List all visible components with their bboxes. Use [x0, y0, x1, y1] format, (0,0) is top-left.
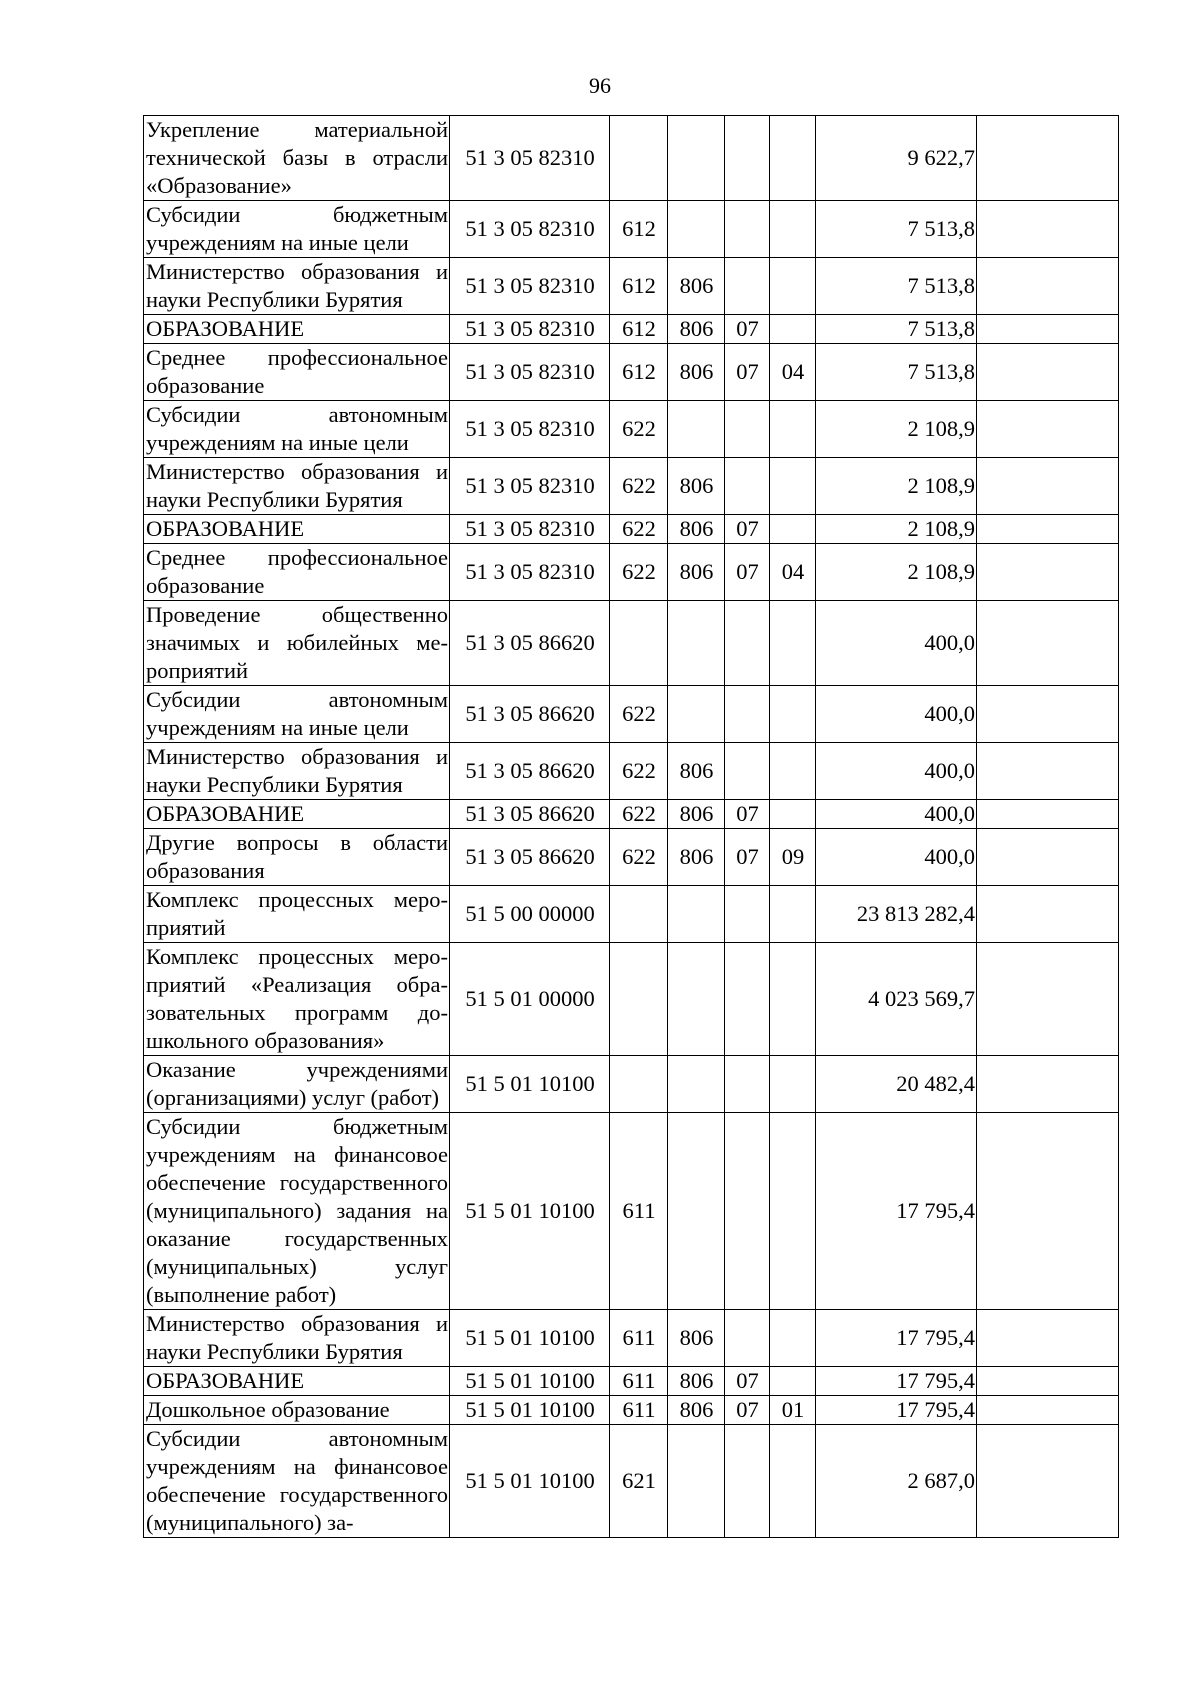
- table-row: [144, 1310, 1119, 1367]
- expense-type-code: 621: [610, 1425, 668, 1538]
- ministry-code: [668, 201, 725, 258]
- expense-type-code: 612: [610, 344, 668, 401]
- subsection-code: 09: [770, 829, 816, 886]
- amount-value: 400,0: [816, 601, 977, 686]
- subsection-code: [770, 1113, 816, 1310]
- table-row: [144, 344, 1119, 401]
- target-article-code: 51 3 05 82310: [450, 315, 610, 344]
- target-article-code: 51 5 01 10100: [450, 1113, 610, 1310]
- target-article-code: 51 5 01 10100: [450, 1310, 610, 1367]
- subsection-code: 04: [770, 544, 816, 601]
- table-row: [144, 743, 1119, 800]
- table-row: [144, 601, 1119, 686]
- empty-column-cell: [977, 116, 1119, 201]
- section-code: 07: [725, 800, 770, 829]
- empty-column-cell: [977, 1396, 1119, 1425]
- amount-value: 2 108,9: [816, 401, 977, 458]
- expense-type-code: 622: [610, 743, 668, 800]
- ministry-code: [668, 1425, 725, 1538]
- subsection-code: [770, 116, 816, 201]
- expense-type-code: 612: [610, 201, 668, 258]
- expense-type-code: 611: [610, 1367, 668, 1396]
- empty-column-cell: [977, 886, 1119, 943]
- table-row: [144, 258, 1119, 315]
- subsection-code: [770, 315, 816, 344]
- subsection-code: [770, 258, 816, 315]
- item-name: Субсидии бюджетным учреждениям на финансовое обеспечение государственного (муниципального) задания на оказание государственных (муниципальных) услуг (выполнение работ): [144, 1113, 450, 1310]
- expense-type-code: 622: [610, 686, 668, 743]
- item-name: Субсидии автономным учреждениям на финансовое обеспечение государственного (муниципального) за-: [144, 1425, 450, 1538]
- expense-type-code: [610, 943, 668, 1056]
- table-row: [144, 1425, 1119, 1538]
- section-code: 07: [725, 1367, 770, 1396]
- item-name: Субсидии автономным учреждениям на иные цели: [144, 686, 450, 743]
- table-row: [144, 401, 1119, 458]
- item-name: Комплекс процессных мероприятий: [144, 886, 450, 943]
- expense-type-code: 612: [610, 315, 668, 344]
- section-code: [725, 458, 770, 515]
- amount-value: 7 513,8: [816, 315, 977, 344]
- ministry-code: 806: [668, 258, 725, 315]
- target-article-code: 51 5 01 10100: [450, 1367, 610, 1396]
- amount-value: 7 513,8: [816, 344, 977, 401]
- empty-column-cell: [977, 344, 1119, 401]
- section-code: [725, 1425, 770, 1538]
- expense-type-code: 622: [610, 515, 668, 544]
- expense-type-code: 611: [610, 1396, 668, 1425]
- target-article-code: 51 3 05 82310: [450, 344, 610, 401]
- amount-value: 2 108,9: [816, 544, 977, 601]
- item-name: Среднее профессиональное образование: [144, 544, 450, 601]
- item-name: ОБРАЗОВАНИЕ: [144, 800, 450, 829]
- ministry-code: 806: [668, 1310, 725, 1367]
- amount-value: 17 795,4: [816, 1113, 977, 1310]
- budget-table: [143, 115, 1119, 1538]
- ministry-code: 806: [668, 829, 725, 886]
- empty-column-cell: [977, 1425, 1119, 1538]
- item-name: Дошкольное образование: [144, 1396, 450, 1425]
- empty-column-cell: [977, 401, 1119, 458]
- subsection-code: [770, 743, 816, 800]
- empty-column-cell: [977, 258, 1119, 315]
- table-row: [144, 1056, 1119, 1113]
- section-code: 07: [725, 829, 770, 886]
- empty-column-cell: [977, 315, 1119, 344]
- table-row: [144, 829, 1119, 886]
- item-name: Проведение общественно значимых и юбилейных мероприятий: [144, 601, 450, 686]
- empty-column-cell: [977, 1113, 1119, 1310]
- item-name: ОБРАЗОВАНИЕ: [144, 1367, 450, 1396]
- amount-value: 4 023 569,7: [816, 943, 977, 1056]
- expense-type-code: 622: [610, 544, 668, 601]
- empty-column-cell: [977, 743, 1119, 800]
- table-row: [144, 1367, 1119, 1396]
- target-article-code: 51 3 05 86620: [450, 686, 610, 743]
- table-row: [144, 201, 1119, 258]
- ministry-code: 806: [668, 800, 725, 829]
- section-code: [725, 1056, 770, 1113]
- section-code: [725, 943, 770, 1056]
- amount-value: 2 687,0: [816, 1425, 977, 1538]
- table-row: [144, 116, 1119, 201]
- section-code: [725, 401, 770, 458]
- ministry-code: [668, 601, 725, 686]
- table-row: [144, 686, 1119, 743]
- expense-type-code: 611: [610, 1113, 668, 1310]
- expense-type-code: [610, 601, 668, 686]
- subsection-code: [770, 686, 816, 743]
- section-code: 07: [725, 515, 770, 544]
- subsection-code: [770, 1425, 816, 1538]
- target-article-code: 51 5 01 10100: [450, 1396, 610, 1425]
- amount-value: 2 108,9: [816, 515, 977, 544]
- table-row: [144, 886, 1119, 943]
- section-code: [725, 686, 770, 743]
- empty-column-cell: [977, 601, 1119, 686]
- amount-value: 20 482,4: [816, 1056, 977, 1113]
- empty-column-cell: [977, 544, 1119, 601]
- ministry-code: [668, 1113, 725, 1310]
- target-article-code: 51 3 05 82310: [450, 116, 610, 201]
- ministry-code: 806: [668, 1367, 725, 1396]
- subsection-code: [770, 201, 816, 258]
- amount-value: 400,0: [816, 686, 977, 743]
- table-row: [144, 943, 1119, 1056]
- expense-type-code: 622: [610, 800, 668, 829]
- item-name: Комплекс процессных мероприятий «Реализация образовательных программ дошкольного образования»: [144, 943, 450, 1056]
- amount-value: 23 813 282,4: [816, 886, 977, 943]
- amount-value: 2 108,9: [816, 458, 977, 515]
- item-name: ОБРАЗОВАНИЕ: [144, 315, 450, 344]
- section-code: [725, 258, 770, 315]
- empty-column-cell: [977, 1310, 1119, 1367]
- section-code: [725, 886, 770, 943]
- amount-value: 400,0: [816, 829, 977, 886]
- ministry-code: 806: [668, 458, 725, 515]
- subsection-code: [770, 515, 816, 544]
- target-article-code: 51 3 05 82310: [450, 258, 610, 315]
- subsection-code: [770, 1056, 816, 1113]
- amount-value: 400,0: [816, 743, 977, 800]
- table-row: [144, 315, 1119, 344]
- budget-table-body: [144, 116, 1119, 1538]
- empty-column-cell: [977, 829, 1119, 886]
- empty-column-cell: [977, 686, 1119, 743]
- item-name: Министерство образования и науки Республики Бурятия: [144, 1310, 450, 1367]
- expense-type-code: 622: [610, 401, 668, 458]
- ministry-code: [668, 886, 725, 943]
- amount-value: 9 622,7: [816, 116, 977, 201]
- section-code: [725, 116, 770, 201]
- ministry-code: 806: [668, 1396, 725, 1425]
- empty-column-cell: [977, 201, 1119, 258]
- empty-column-cell: [977, 1367, 1119, 1396]
- target-article-code: 51 3 05 82310: [450, 544, 610, 601]
- subsection-code: [770, 1310, 816, 1367]
- item-name: Министерство образования и науки Республики Бурятия: [144, 458, 450, 515]
- section-code: 07: [725, 1396, 770, 1425]
- target-article-code: 51 3 05 82310: [450, 401, 610, 458]
- target-article-code: 51 5 01 00000: [450, 943, 610, 1056]
- item-name: ОБРАЗОВАНИЕ: [144, 515, 450, 544]
- expense-type-code: [610, 1056, 668, 1113]
- table-row: [144, 1396, 1119, 1425]
- section-code: [725, 1113, 770, 1310]
- section-code: [725, 201, 770, 258]
- ministry-code: [668, 943, 725, 1056]
- ministry-code: 806: [668, 515, 725, 544]
- amount-value: 7 513,8: [816, 258, 977, 315]
- expense-type-code: 611: [610, 1310, 668, 1367]
- target-article-code: 51 5 00 00000: [450, 886, 610, 943]
- ministry-code: 806: [668, 743, 725, 800]
- item-name: Субсидии бюджетным учреждениям на иные цели: [144, 201, 450, 258]
- section-code: [725, 601, 770, 686]
- subsection-code: [770, 458, 816, 515]
- table-row: [144, 1113, 1119, 1310]
- ministry-code: 806: [668, 315, 725, 344]
- item-name: Субсидии автономным учреждениям на иные цели: [144, 401, 450, 458]
- table-row: [144, 544, 1119, 601]
- empty-column-cell: [977, 943, 1119, 1056]
- ministry-code: 806: [668, 544, 725, 601]
- target-article-code: 51 3 05 82310: [450, 201, 610, 258]
- section-code: 07: [725, 344, 770, 401]
- target-article-code: 51 3 05 86620: [450, 601, 610, 686]
- subsection-code: [770, 943, 816, 1056]
- section-code: 07: [725, 544, 770, 601]
- subsection-code: [770, 601, 816, 686]
- target-article-code: 51 5 01 10100: [450, 1425, 610, 1538]
- amount-value: 17 795,4: [816, 1310, 977, 1367]
- expense-type-code: [610, 116, 668, 201]
- section-code: [725, 1310, 770, 1367]
- page-number: 96: [589, 73, 611, 98]
- amount-value: 400,0: [816, 800, 977, 829]
- subsection-code: [770, 800, 816, 829]
- expense-type-code: 622: [610, 458, 668, 515]
- item-name: Министерство образования и науки Республики Бурятия: [144, 743, 450, 800]
- target-article-code: 51 3 05 82310: [450, 458, 610, 515]
- item-name: Укрепление материальной технической базы в отрасли «Образование»: [144, 116, 450, 201]
- target-article-code: 51 5 01 10100: [450, 1056, 610, 1113]
- subsection-code: [770, 401, 816, 458]
- subsection-code: 04: [770, 344, 816, 401]
- subsection-code: [770, 1367, 816, 1396]
- empty-column-cell: [977, 1056, 1119, 1113]
- subsection-code: [770, 886, 816, 943]
- target-article-code: 51 3 05 82310: [450, 515, 610, 544]
- item-name: Среднее профессиональное образование: [144, 344, 450, 401]
- ministry-code: [668, 116, 725, 201]
- table-row: [144, 800, 1119, 829]
- target-article-code: 51 3 05 86620: [450, 829, 610, 886]
- section-code: 07: [725, 315, 770, 344]
- target-article-code: 51 3 05 86620: [450, 800, 610, 829]
- empty-column-cell: [977, 515, 1119, 544]
- ministry-code: [668, 1056, 725, 1113]
- item-name: Министерство образования и науки Республики Бурятия: [144, 258, 450, 315]
- amount-value: 17 795,4: [816, 1396, 977, 1425]
- expense-type-code: 622: [610, 829, 668, 886]
- ministry-code: [668, 401, 725, 458]
- item-name: Другие вопросы в области образования: [144, 829, 450, 886]
- amount-value: 7 513,8: [816, 201, 977, 258]
- amount-value: 17 795,4: [816, 1367, 977, 1396]
- empty-column-cell: [977, 458, 1119, 515]
- expense-type-code: [610, 886, 668, 943]
- table-row: [144, 458, 1119, 515]
- table-row: [144, 515, 1119, 544]
- subsection-code: 01: [770, 1396, 816, 1425]
- ministry-code: [668, 686, 725, 743]
- expense-type-code: 612: [610, 258, 668, 315]
- target-article-code: 51 3 05 86620: [450, 743, 610, 800]
- ministry-code: 806: [668, 344, 725, 401]
- item-name: Оказание учреждениями (организациями) услуг (работ): [144, 1056, 450, 1113]
- empty-column-cell: [977, 800, 1119, 829]
- section-code: [725, 743, 770, 800]
